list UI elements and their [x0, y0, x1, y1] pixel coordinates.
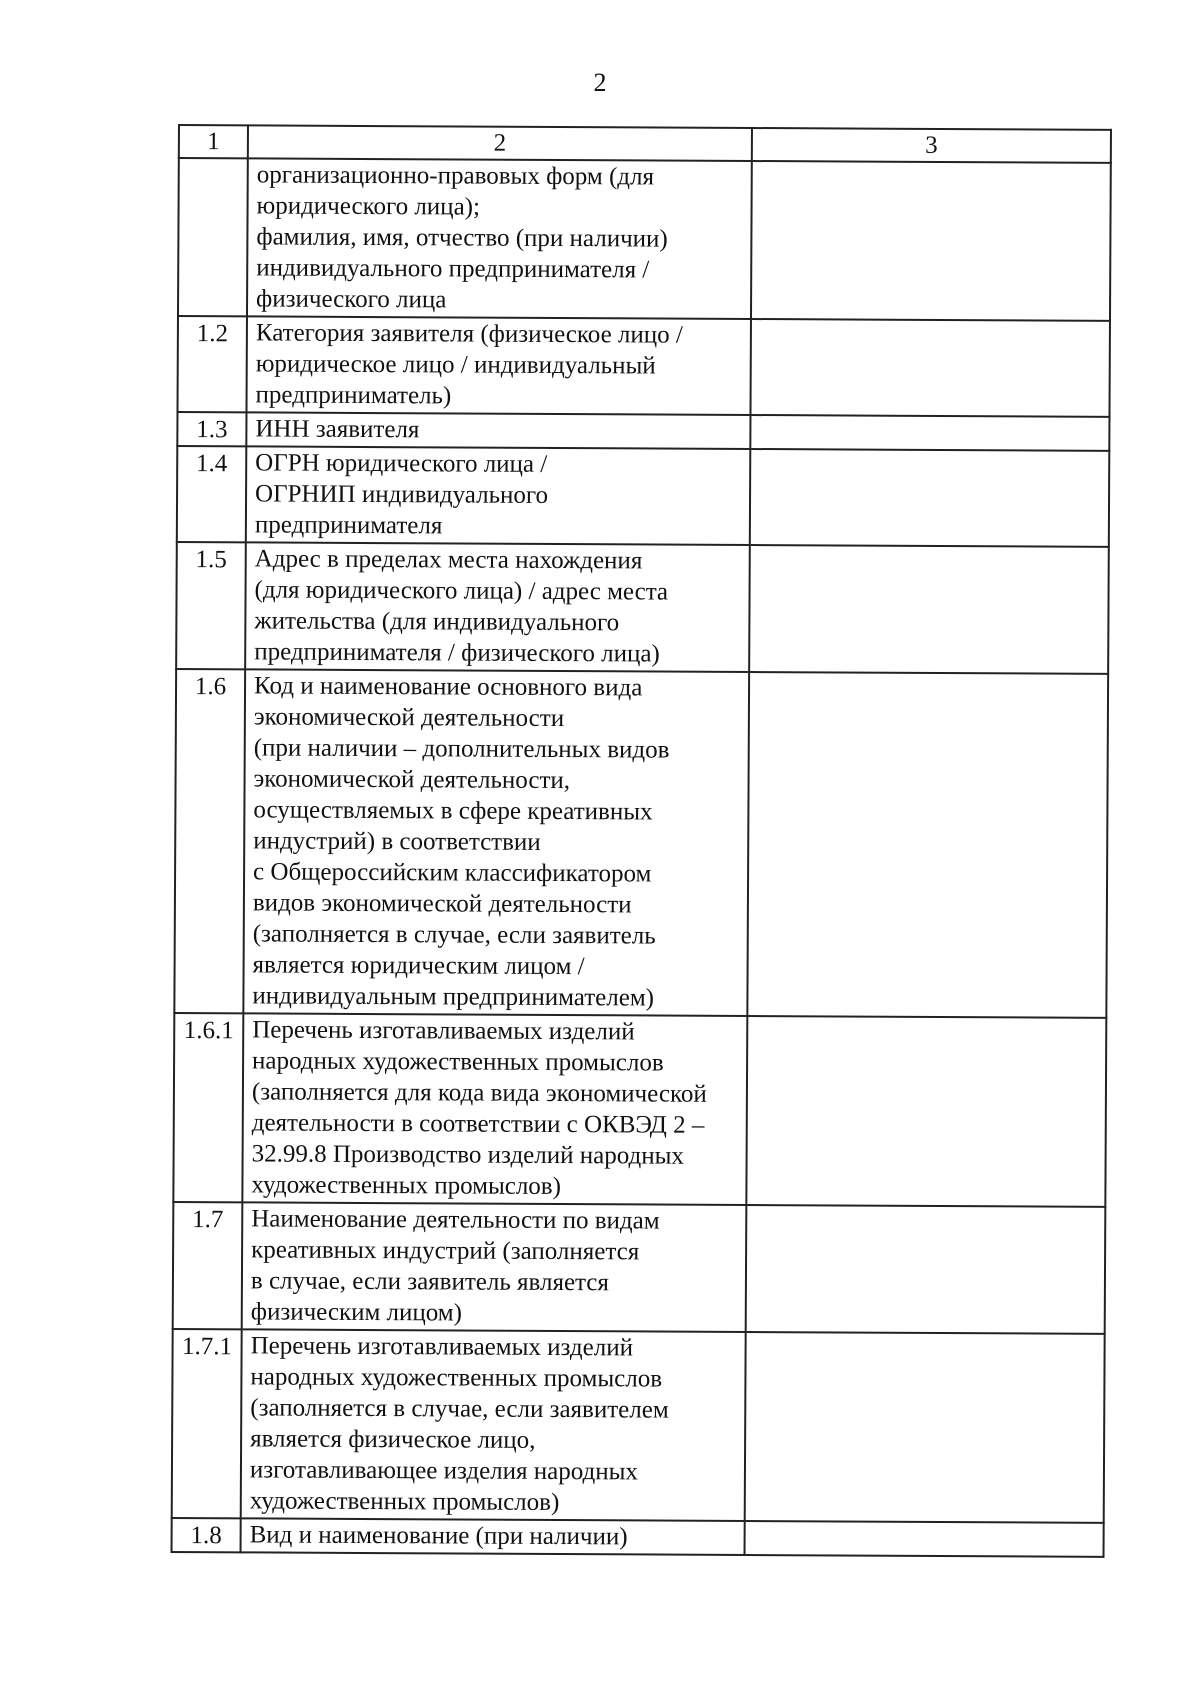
row-number: 1.8 — [172, 1518, 241, 1552]
table-row — [172, 1329, 1105, 1523]
field-description: ОГРН юридического лица / ОГРНИП индивидуального предпринимателя — [246, 446, 750, 545]
field-value-cell[interactable] — [745, 1521, 1104, 1557]
row-number: 1.4 — [177, 446, 247, 542]
table-row — [177, 412, 1109, 451]
table-row — [177, 316, 1109, 417]
field-description: Код и наименование основного вида экономической деятельности (при наличии – дополнительных видов экономической деятельности, осуществляемых в сфере креативных индустрий) в соответствии с Общероссийским классификатором видов экономической деятельности (заполняется в случае, если заявитель является юридическим лицом / индивидуальным предпринимателем) — [243, 669, 749, 1016]
field-description: ИНН заявителя — [246, 412, 750, 449]
table-row — [174, 669, 1108, 1018]
row-number: 1.6 — [174, 669, 245, 1013]
field-value-cell[interactable] — [751, 161, 1111, 321]
table-row — [173, 1013, 1106, 1207]
field-value-cell[interactable] — [750, 449, 1109, 547]
table-row — [173, 1202, 1106, 1334]
page-number: 2 — [593, 68, 607, 97]
row-number — [178, 158, 248, 316]
field-value-cell[interactable] — [750, 319, 1109, 417]
row-number: 1.3 — [177, 412, 246, 446]
application-form-table — [171, 124, 1112, 1558]
field-value-cell[interactable] — [746, 1016, 1106, 1207]
field-value-cell[interactable] — [750, 415, 1109, 451]
field-description: Категория заявителя (физическое лицо / юридическое лицо / индивидуальный предприниматель) — [246, 316, 750, 415]
table-row — [176, 542, 1109, 674]
column-header-number: 1 — [179, 125, 248, 158]
table-row — [172, 1518, 1104, 1557]
row-number: 1.2 — [177, 316, 247, 412]
field-value-cell[interactable] — [747, 672, 1108, 1018]
field-description: Наименование деятельности по видам креативных индустрий (заполняется в случае, если заявитель является физическим лицом) — [242, 1202, 747, 1332]
field-value-cell[interactable] — [745, 1332, 1105, 1523]
field-value-cell[interactable] — [746, 1205, 1106, 1334]
field-description: организационно-правовых форм (для юридического лица); фамилия, имя, отчество (при наличии) индивидуального предпринимателя / физического лица — [247, 158, 752, 319]
row-number: 1.7 — [173, 1202, 243, 1329]
row-number: 1.5 — [176, 542, 246, 669]
field-value-cell[interactable] — [749, 545, 1109, 674]
column-header-field: 2 — [248, 125, 752, 161]
row-number: 1.6.1 — [173, 1013, 243, 1202]
field-description: Адрес в пределах места нахождения (для юридического лица) / адрес места жительства (для индивидуального предпринимателя / физического лица) — [245, 542, 750, 672]
field-description: Вид и наименование (при наличии) — [241, 1518, 745, 1555]
table-header-row — [179, 125, 1111, 163]
field-description: Перечень изготавливаемых изделий народных художественных промыслов (заполняется для кода вида экономической деятельности в соответствии с ОКВЭД 2 – 32.99.8 Производство изделий народных художественных промыслов) — [242, 1013, 747, 1205]
column-header-value: 3 — [752, 128, 1111, 163]
table-row — [178, 158, 1111, 321]
field-description: Перечень изготавливаемых изделий народных художественных промыслов (заполняется в случае, если заявителем является физическое лицо, изготавливающее изделия народных художественных промыслов) — [241, 1329, 746, 1521]
table-row — [177, 446, 1109, 547]
row-number: 1.7.1 — [172, 1329, 242, 1518]
